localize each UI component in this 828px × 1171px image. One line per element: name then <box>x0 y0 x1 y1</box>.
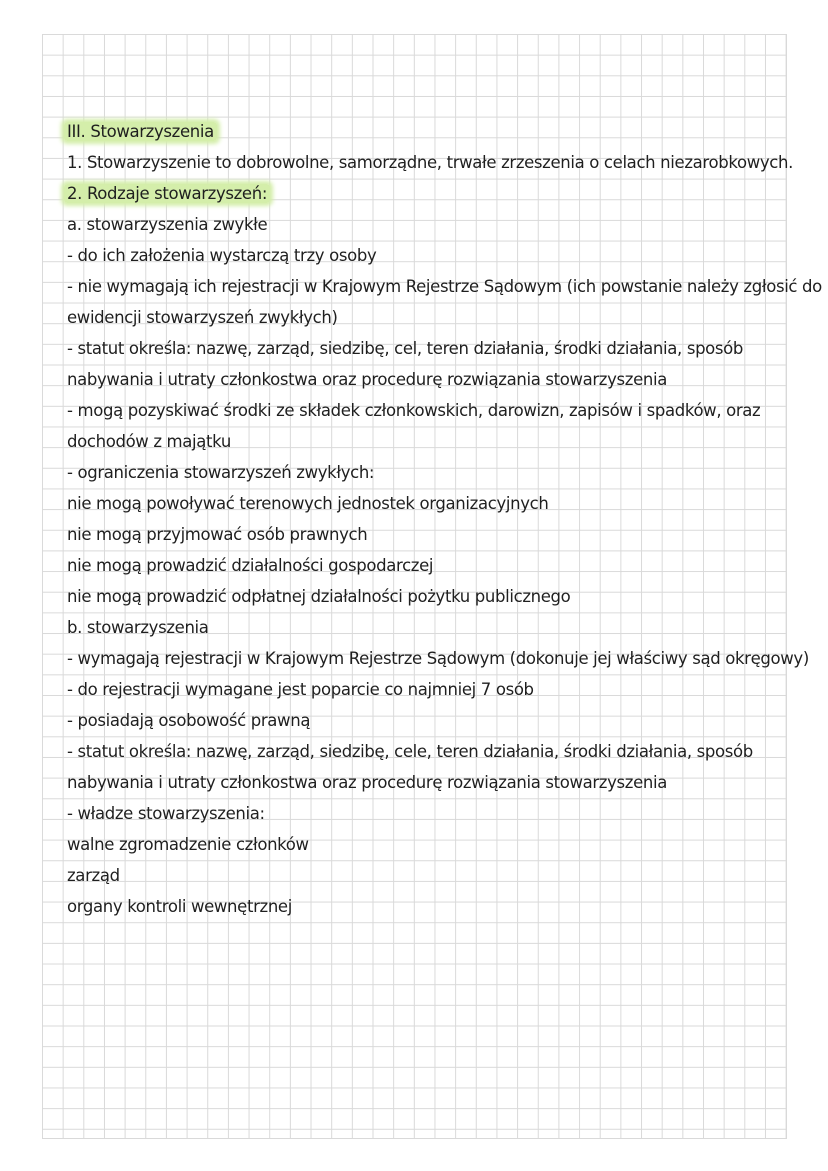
notes-line: - do ich założenia wystarczą trzy osoby <box>67 246 377 265</box>
notes-line: organy kontroli wewnętrznej <box>67 897 292 916</box>
notes-line: nabywania i utraty członkostwa oraz procedurę rozwiązania stowarzyszenia <box>67 370 667 389</box>
notes-line: zarząd <box>67 866 120 885</box>
types-heading: 2. Rodzaje stowarzyszeń: <box>64 184 270 203</box>
notes-line: - statut określa: nazwę, zarząd, siedzibę, cele, teren działania, środki działania, sposób <box>67 742 753 761</box>
notes-line: - do rejestracji wymagane jest poparcie co najmniej 7 osób <box>67 680 534 699</box>
section-title: III. Stowarzyszenia <box>64 122 217 141</box>
notes-line: nie mogą przyjmować osób prawnych <box>67 525 368 544</box>
notes-line: nie mogą prowadzić działalności gospodarczej <box>67 556 434 575</box>
notes-body <box>67 116 822 922</box>
notes-line <box>67 178 787 209</box>
notes-line: - ograniczenia stowarzyszeń zwykłych: <box>67 463 375 482</box>
definition-line: 1. Stowarzyszenie to dobrowolne, samorządne, trwałe zrzeszenia o celach niezarobkowych. <box>67 153 793 172</box>
notes-line: - władze stowarzyszenia: <box>67 804 265 823</box>
notes-line: a. stowarzyszenia zwykłe <box>67 215 268 234</box>
notes-line: ewidencji stowarzyszeń zwykłych) <box>67 308 338 327</box>
notes-line: - statut określa: nazwę, zarząd, siedzibę, cel, teren działania, środki działania, sposób <box>67 339 744 358</box>
notes-line: nie mogą powoływać terenowych jednostek organizacyjnych <box>67 494 549 513</box>
notes-line: - posiadają osobowość prawną <box>67 711 311 730</box>
notes-line: nie mogą prowadzić odpłatnej działalności pożytku publicznego <box>67 587 571 606</box>
notes-line: - wymagają rejestracji w Krajowym Rejestrze Sądowym (dokonuje jej właściwy sąd okręgowy) <box>67 649 809 668</box>
notes-line: - nie wymagają ich rejestracji w Krajowym Rejestrze Sądowym (ich powstanie należy zgłosić do <box>67 277 822 296</box>
notes-line: - mogą pozyskiwać środki ze składek członkowskich, darowizn, zapisów i spadków, oraz <box>67 401 761 420</box>
notes-line: walne zgromadzenie członków <box>67 835 309 854</box>
notes-line: b. stowarzyszenia <box>67 618 209 637</box>
notes-line <box>67 116 787 147</box>
notes-line: dochodów z majątku <box>67 432 231 451</box>
notes-line: nabywania i utraty członkostwa oraz procedurę rozwiązania stowarzyszenia <box>67 773 667 792</box>
